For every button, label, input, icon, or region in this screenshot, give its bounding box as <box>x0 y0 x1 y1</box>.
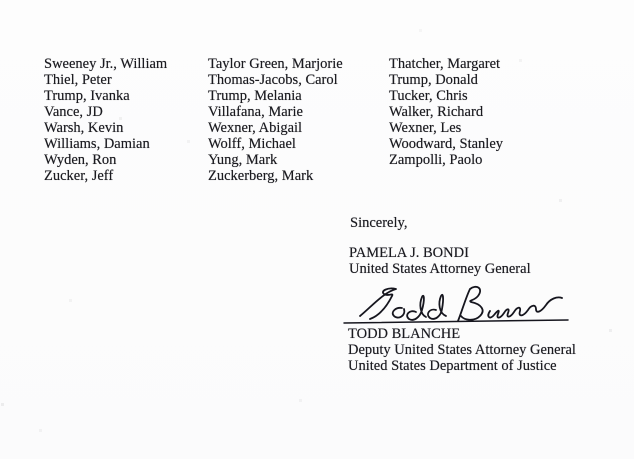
signer-title: United States Attorney General <box>349 261 531 277</box>
recipient-name: Woodward, Stanley <box>389 136 504 152</box>
recipient-name: Tucker, Chris <box>389 88 468 104</box>
signatory-org: United States Department of Justice <box>348 358 557 374</box>
recipient-name: Wyden, Ron <box>44 152 117 168</box>
recipient-name: Trump, Melania <box>208 88 302 104</box>
recipient-name: Trump, Donald <box>389 72 478 88</box>
recipient-name: Taylor Green, Marjorie <box>208 56 343 72</box>
recipient-column-2 <box>208 56 343 184</box>
recipient-name: Wolff, Michael <box>208 136 296 152</box>
signer-name: PAMELA J. BONDI <box>349 245 469 261</box>
signatory-title: Deputy United States Attorney General <box>348 342 576 358</box>
todd-blanche-signature <box>340 284 572 326</box>
recipient-name: Yung, Mark <box>208 152 278 168</box>
recipient-name: Villafana, Marie <box>208 104 303 120</box>
recipient-name: Wexner, Les <box>389 120 462 136</box>
recipient-name: Wexner, Abigail <box>208 120 303 136</box>
recipient-name: Thomas-Jacobs, Carol <box>208 72 338 88</box>
recipient-column-1 <box>44 56 167 184</box>
recipient-name: Sweeney Jr., William <box>44 56 168 72</box>
scan-speckles <box>0 0 1 1</box>
closing-text: Sincerely, <box>350 215 408 231</box>
recipient-name: Zucker, Jeff <box>44 168 114 184</box>
recipient-name: Warsh, Kevin <box>44 120 124 136</box>
recipient-column-3 <box>389 56 503 168</box>
recipient-name: Vance, JD <box>44 104 103 120</box>
recipient-name: Walker, Richard <box>389 104 484 120</box>
recipient-name: Zampolli, Paolo <box>389 152 483 168</box>
recipient-name: Trump, Ivanka <box>44 88 130 104</box>
recipient-name: Thiel, Peter <box>44 72 112 88</box>
recipient-name: Thatcher, Margaret <box>389 56 501 72</box>
recipient-name: Zuckerberg, Mark <box>208 168 314 184</box>
signatory-name: TODD BLANCHE <box>348 326 461 342</box>
recipient-name: Williams, Damian <box>44 136 150 152</box>
